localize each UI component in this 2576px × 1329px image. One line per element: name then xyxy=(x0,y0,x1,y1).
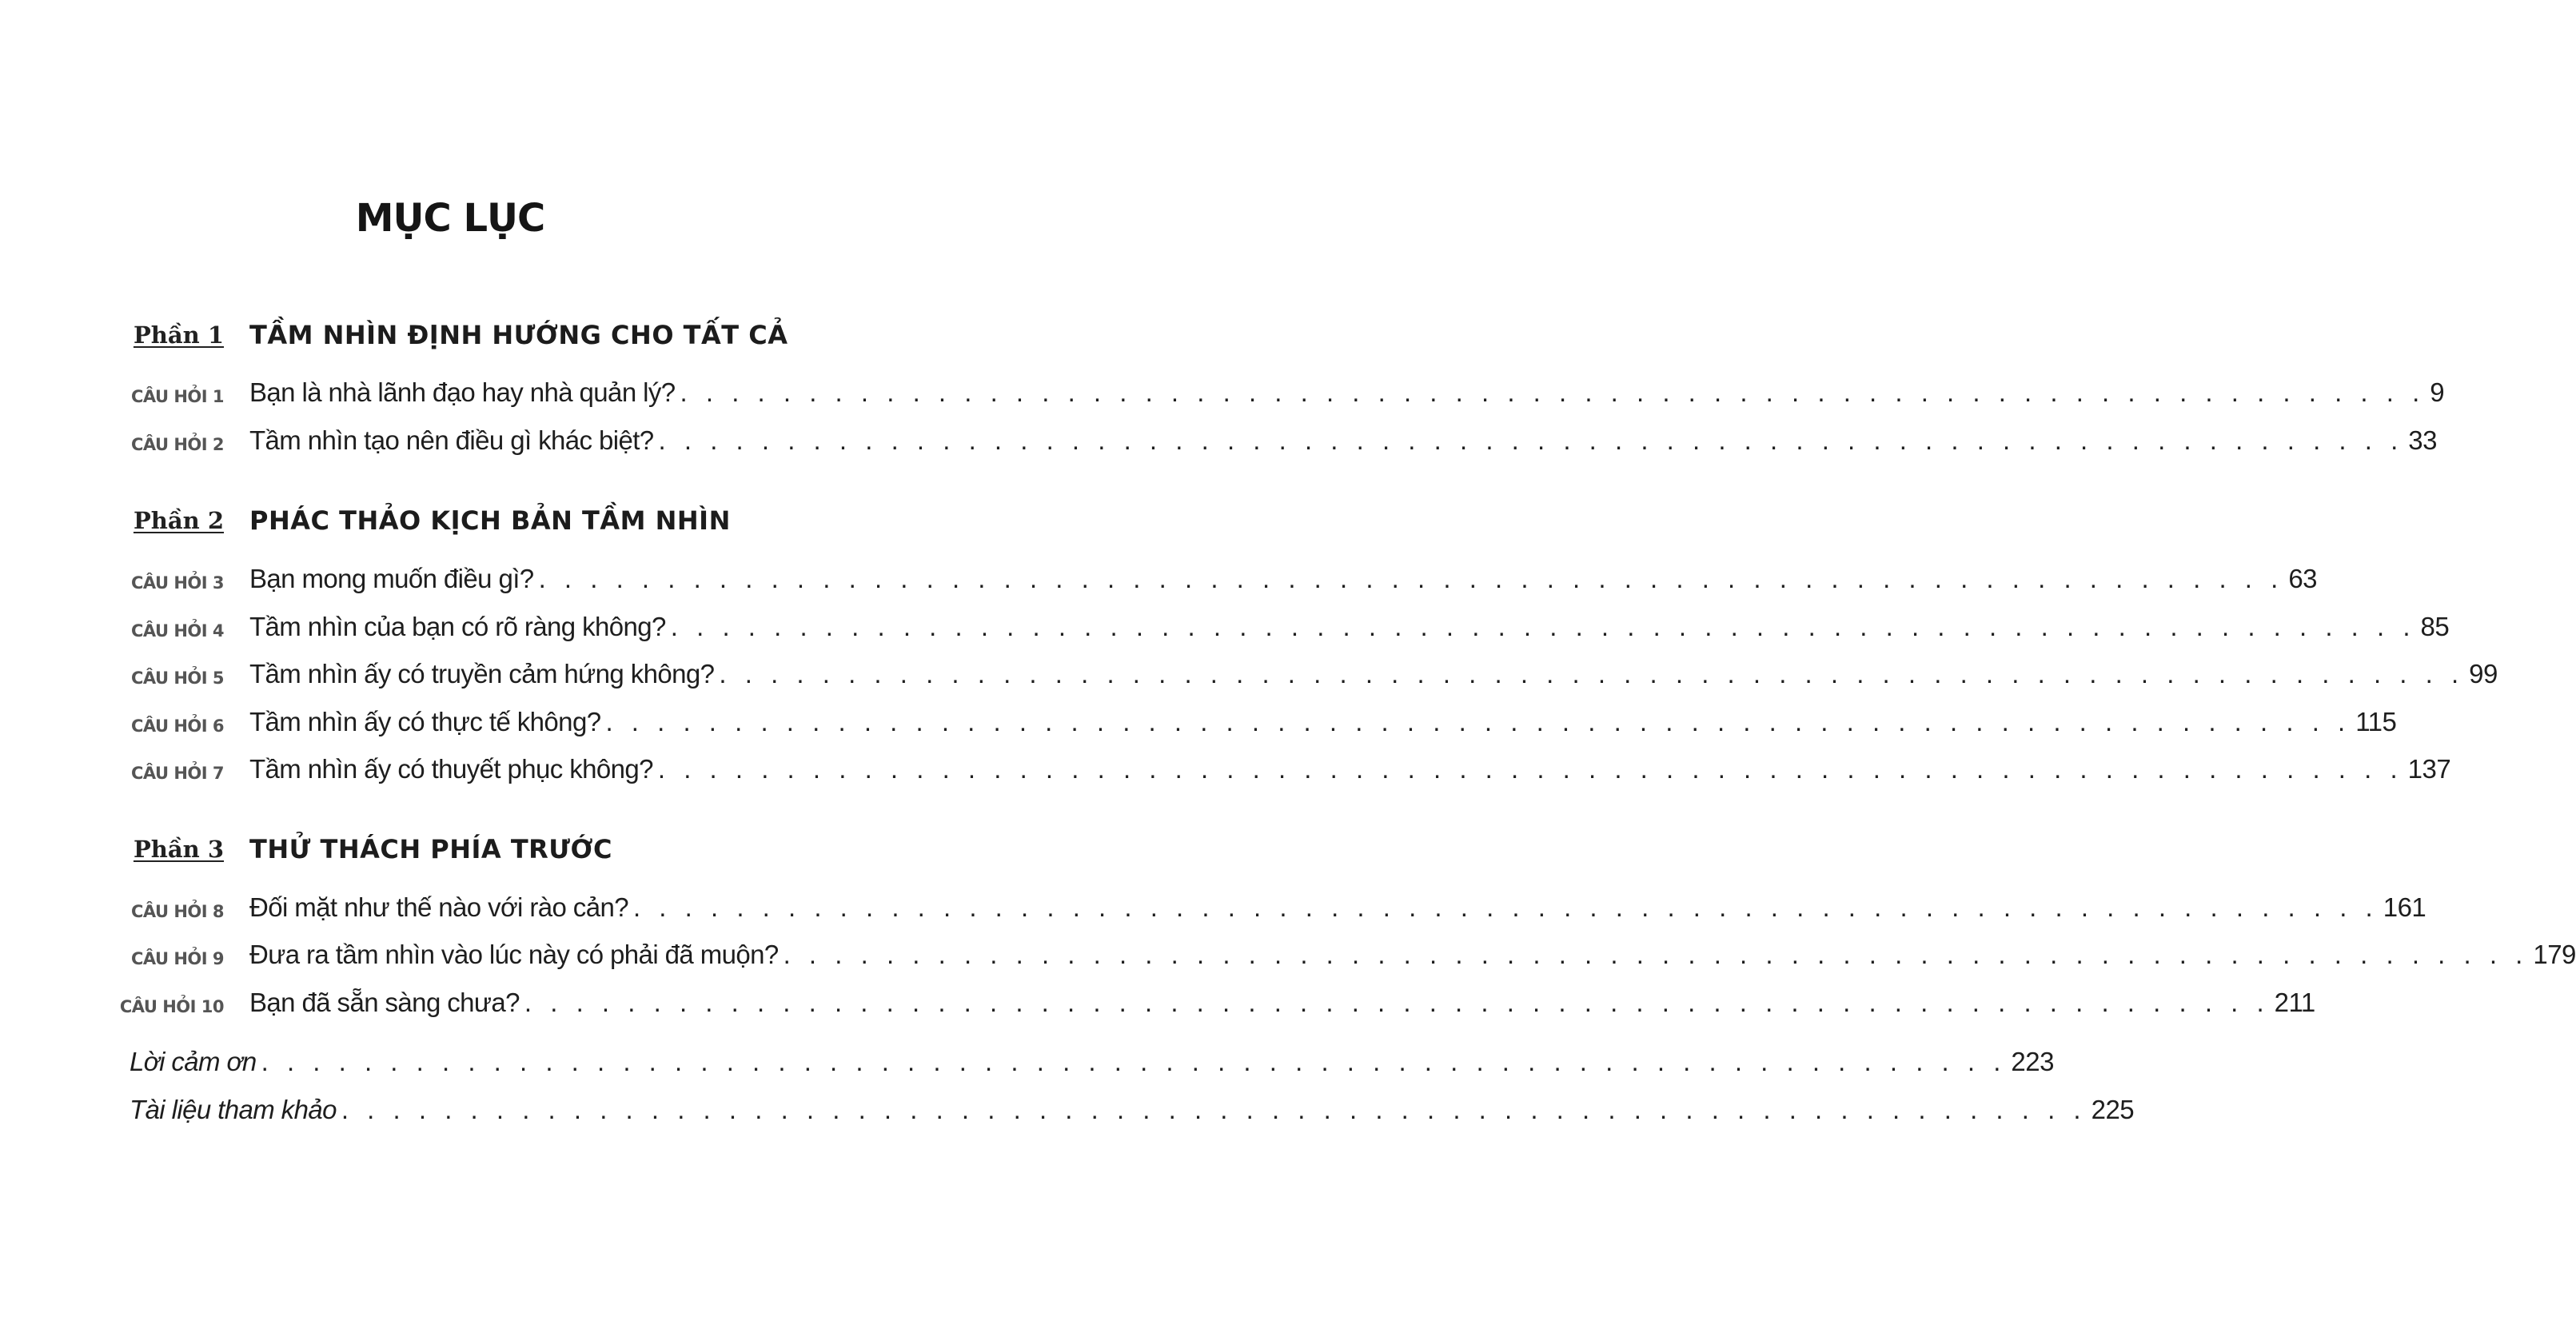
dot-leader: . . . . . . . . . . . . . . . . . . . . . . . . . . . . . . . . . . . . . . . . . . . . . . . . . . . . . . . . . . . . . . . . . . . . xyxy=(341,1095,2087,1124)
entry-title: Tầm nhìn ấy có thực tế không? xyxy=(249,707,601,736)
page-number: 137 xyxy=(2407,754,2451,784)
toc-entry-q4[interactable] xyxy=(0,610,2450,650)
page-number: 63 xyxy=(2288,564,2318,593)
question-label: CÂU HỎI 8 xyxy=(130,902,224,921)
page-number: 85 xyxy=(2420,612,2450,641)
toc-entry-q10[interactable] xyxy=(0,986,2315,1026)
toc-entry-q3[interactable] xyxy=(0,562,2318,602)
entry-title: Tầm nhìn của bạn có rõ ràng không? xyxy=(249,612,666,641)
part-label: Phần 3 xyxy=(133,836,224,863)
dot-leader: . . . . . . . . . . . . . . . . . . . . . . . . . . . . . . . . . . . . . . . . . . . . . . . . . . . . . . . . . . . . . . . . . . . . xyxy=(783,940,2529,969)
page-number: 99 xyxy=(2469,659,2498,688)
toc-entry-q9[interactable] xyxy=(0,938,2576,978)
part-2-heading xyxy=(0,502,900,542)
dot-leader: . . . . . . . . . . . . . . . . . . . . . . . . . . . . . . . . . . . . . . . . . . . . . . . . . . . . . . . . . . . . . . . . . . . . xyxy=(680,377,2426,407)
part-label: Phần 1 xyxy=(133,321,224,349)
entry-title: Bạn mong muốn điều gì? xyxy=(249,564,534,593)
part-3-heading xyxy=(0,831,900,871)
dot-leader: . . . . . . . . . . . . . . . . . . . . . . . . . . . . . . . . . . . . . . . . . . . . . . . . . . . . . . . . . . . . . . . . . . . . xyxy=(605,707,2351,736)
dot-leader: . . . . . . . . . . . . . . . . . . . . . . . . . . . . . . . . . . . . . . . . . . . . . . . . . . . . . . . . . . . . . . . . . . . . xyxy=(632,892,2379,922)
entry-title: Đưa ra tầm nhìn vào lúc này có phải đã muộn? xyxy=(249,940,779,969)
entry-title: Bạn là nhà lãnh đạo hay nhà quản lý? xyxy=(249,377,676,407)
entry-title: Đối mặt như thế nào với rào cản? xyxy=(249,892,628,922)
toc-entry-acknowledgements[interactable] xyxy=(0,1045,2054,1085)
entry-title: Tầm nhìn ấy có thuyết phục không? xyxy=(249,754,653,784)
entry-title: Bạn đã sẵn sàng chưa? xyxy=(249,988,520,1017)
toc-entry-q6[interactable] xyxy=(0,705,2397,745)
page-title: MỤC LỤC xyxy=(355,196,545,241)
question-label: CÂU HỎI 1 xyxy=(130,387,224,406)
question-label: CÂU HỎI 2 xyxy=(130,435,224,454)
page-number: 115 xyxy=(2355,707,2397,736)
part-title: PHÁC THẢO KỊCH BẢN TẦM NHÌN xyxy=(249,505,731,536)
question-label: CÂU HỎI 5 xyxy=(130,668,224,688)
entry-title: Tầm nhìn ấy có truyền cảm hứng không? xyxy=(249,659,715,688)
page-number: 179 xyxy=(2533,940,2576,969)
page-number: 225 xyxy=(2091,1095,2135,1124)
question-label: CÂU HỎI 4 xyxy=(130,621,224,641)
entry-title: Lời cảm ơn xyxy=(130,1047,257,1076)
toc-entry-q1[interactable] xyxy=(0,376,2445,416)
dot-leader: . . . . . . . . . . . . . . . . . . . . . . . . . . . . . . . . . . . . . . . . . . . . . . . . . . . . . . . . . . . . . . . . . . . . xyxy=(524,988,2270,1017)
entry-title: Tài liệu tham khảo xyxy=(130,1095,337,1124)
dot-leader: . . . . . . . . . . . . . . . . . . . . . . . . . . . . . . . . . . . . . . . . . . . . . . . . . . . . . . . . . . . . . . . . . . . . xyxy=(670,612,2416,641)
page-number: 33 xyxy=(2408,425,2437,455)
toc-entry-references[interactable] xyxy=(0,1093,2135,1133)
page-number: 161 xyxy=(2383,892,2426,922)
dot-leader: . . . . . . . . . . . . . . . . . . . . . . . . . . . . . . . . . . . . . . . . . . . . . . . . . . . . . . . . . . . . . . . . . . . . xyxy=(538,564,2284,593)
part-title: TẦM NHÌN ĐỊNH HƯỚNG CHO TẤT CẢ xyxy=(249,320,788,350)
toc-entry-q8[interactable] xyxy=(0,891,2426,931)
dot-leader: . . . . . . . . . . . . . . . . . . . . . . . . . . . . . . . . . . . . . . . . . . . . . . . . . . . . . . . . . . . . . . . . . . . . xyxy=(658,425,2404,455)
question-label: CÂU HỎI 3 xyxy=(130,573,224,593)
question-label: CÂU HỎI 6 xyxy=(130,716,224,736)
toc-entry-q5[interactable] xyxy=(0,657,2498,697)
part-title: THỬ THÁCH PHÍA TRƯỚC xyxy=(249,834,612,864)
part-1-heading xyxy=(0,317,900,357)
dot-leader: . . . . . . . . . . . . . . . . . . . . . . . . . . . . . . . . . . . . . . . . . . . . . . . . . . . . . . . . . . . . . . . . . . . . xyxy=(261,1047,2007,1076)
entry-title: Tầm nhìn tạo nên điều gì khác biệt? xyxy=(249,425,654,455)
question-label: CÂU HỎI 7 xyxy=(130,764,224,783)
toc-entry-q2[interactable] xyxy=(0,424,2437,464)
page-number: 211 xyxy=(2274,988,2315,1017)
dot-leader: . . . . . . . . . . . . . . . . . . . . . . . . . . . . . . . . . . . . . . . . . . . . . . . . . . . . . . . . . . . . . . . . . . . . xyxy=(657,754,2403,784)
question-label: CÂU HỎI 10 xyxy=(119,997,224,1016)
dot-leader: . . . . . . . . . . . . . . . . . . . . . . . . . . . . . . . . . . . . . . . . . . . . . . . . . . . . . . . . . . . . . . . . . . . . xyxy=(719,659,2465,688)
question-label: CÂU HỎI 9 xyxy=(130,949,224,968)
page-number: 9 xyxy=(2430,377,2445,407)
toc-entry-q7[interactable] xyxy=(0,752,2451,792)
part-label: Phần 2 xyxy=(133,507,224,534)
page-number: 223 xyxy=(2011,1047,2054,1076)
